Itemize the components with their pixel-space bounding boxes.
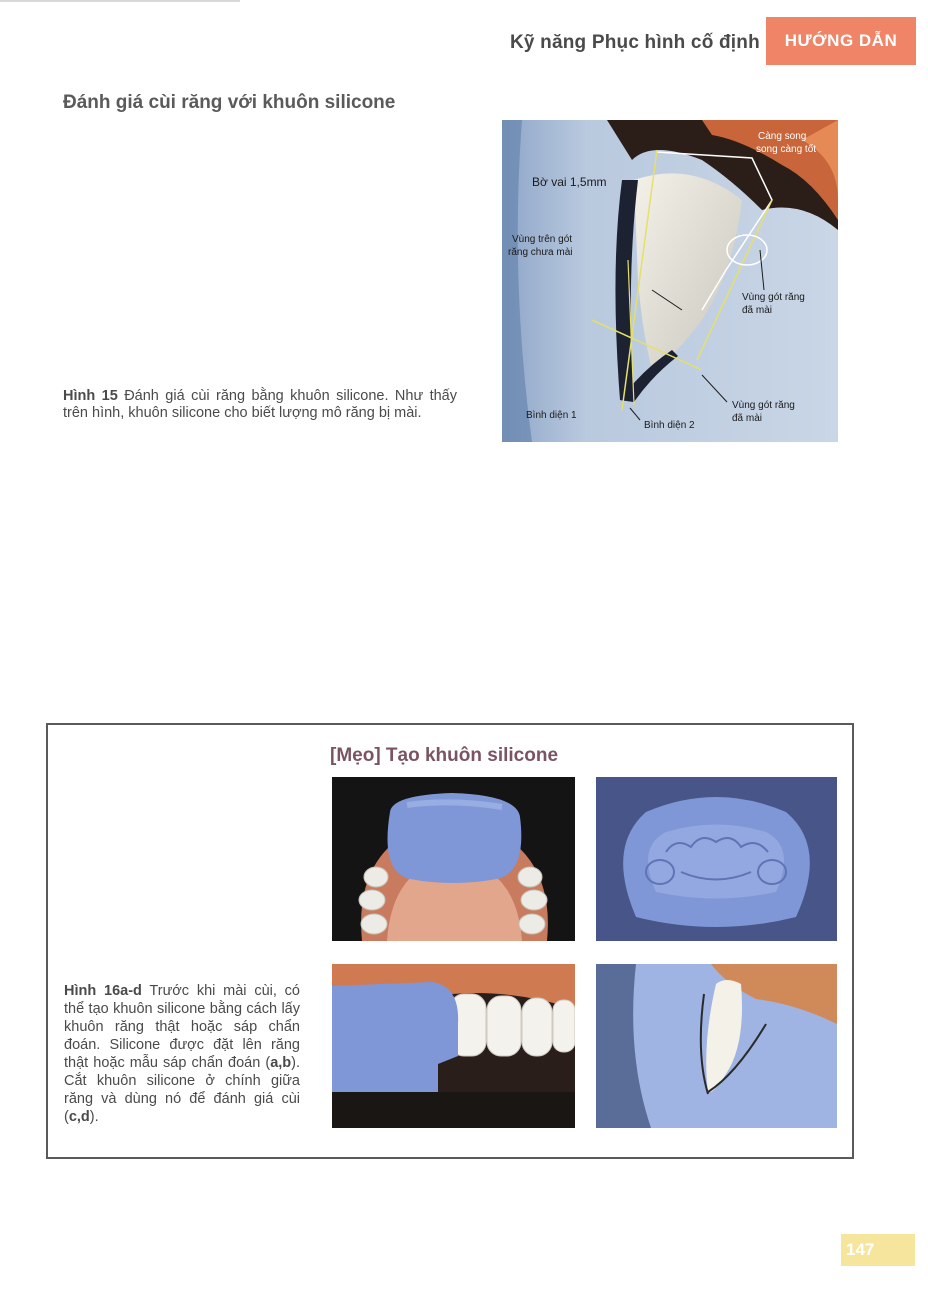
label-heel-1-line1: Vùng gót răng (742, 292, 805, 303)
label-parallel-line1: Càng song (758, 131, 807, 142)
page-number: 147 (841, 1234, 915, 1266)
section-badge: HƯỚNG DẪN (766, 17, 916, 65)
label-unprepared-line2: răng chưa mài (508, 247, 573, 258)
caption-text-1: Trước khi mài cùi, có thể tạo khuôn silicone bằng cách lấy khuôn răng thật hoặc sáp chẩn đoán. Silicone được đặt lên răng thật hoặc mẫu sáp chẩn đoán ( (64, 983, 300, 1071)
label-parallel-line2: song càng tốt (756, 144, 817, 155)
figure-16-caption (64, 982, 300, 1126)
running-header-title: Kỹ năng Phục hình cố định (510, 32, 760, 53)
caption-label: Hình 15 (63, 388, 118, 404)
top-rule (0, 0, 240, 2)
label-heel-2-line1: Vùng gót răng (732, 400, 795, 411)
figure-16b-photo (596, 777, 837, 941)
figure-16c-photo (332, 964, 575, 1128)
tip-title: [Mẹo] Tạo khuôn silicone (330, 745, 559, 766)
caption-label: Hình 16a-d (64, 983, 142, 999)
figure-15-photo (502, 120, 838, 442)
section-title: Đánh giá cùi răng với khuôn silicone (63, 92, 396, 113)
figure-15-caption (63, 388, 457, 422)
figure-16a-photo (332, 777, 575, 941)
caption-text: Đánh giá cùi răng bằng khuôn silicone. Như thấy trên hình, khuôn silicone cho biết lượng mô răng bị mài. (63, 388, 457, 421)
label-heel-1-line2: đã mài (742, 305, 773, 316)
caption-text-2: ). Cắt khuôn silicone ở chính giữa răng và dùng nó để đánh giá cùi ( (64, 1055, 300, 1125)
label-shoulder: Bờ vai 1,5mm (532, 175, 607, 189)
label-heel-2-line2: đã mài (732, 413, 763, 424)
label-unprepared-line1: Vùng trên gót (512, 234, 573, 245)
caption-text-3: ). (89, 1109, 99, 1125)
caption-ref-ab: a,b (270, 1055, 292, 1071)
caption-ref-cd: c,d (68, 1109, 90, 1125)
figure-16d-photo (596, 964, 837, 1128)
label-plane-2: Bình diện 2 (644, 420, 695, 431)
label-plane-1: Bình diện 1 (526, 410, 577, 421)
